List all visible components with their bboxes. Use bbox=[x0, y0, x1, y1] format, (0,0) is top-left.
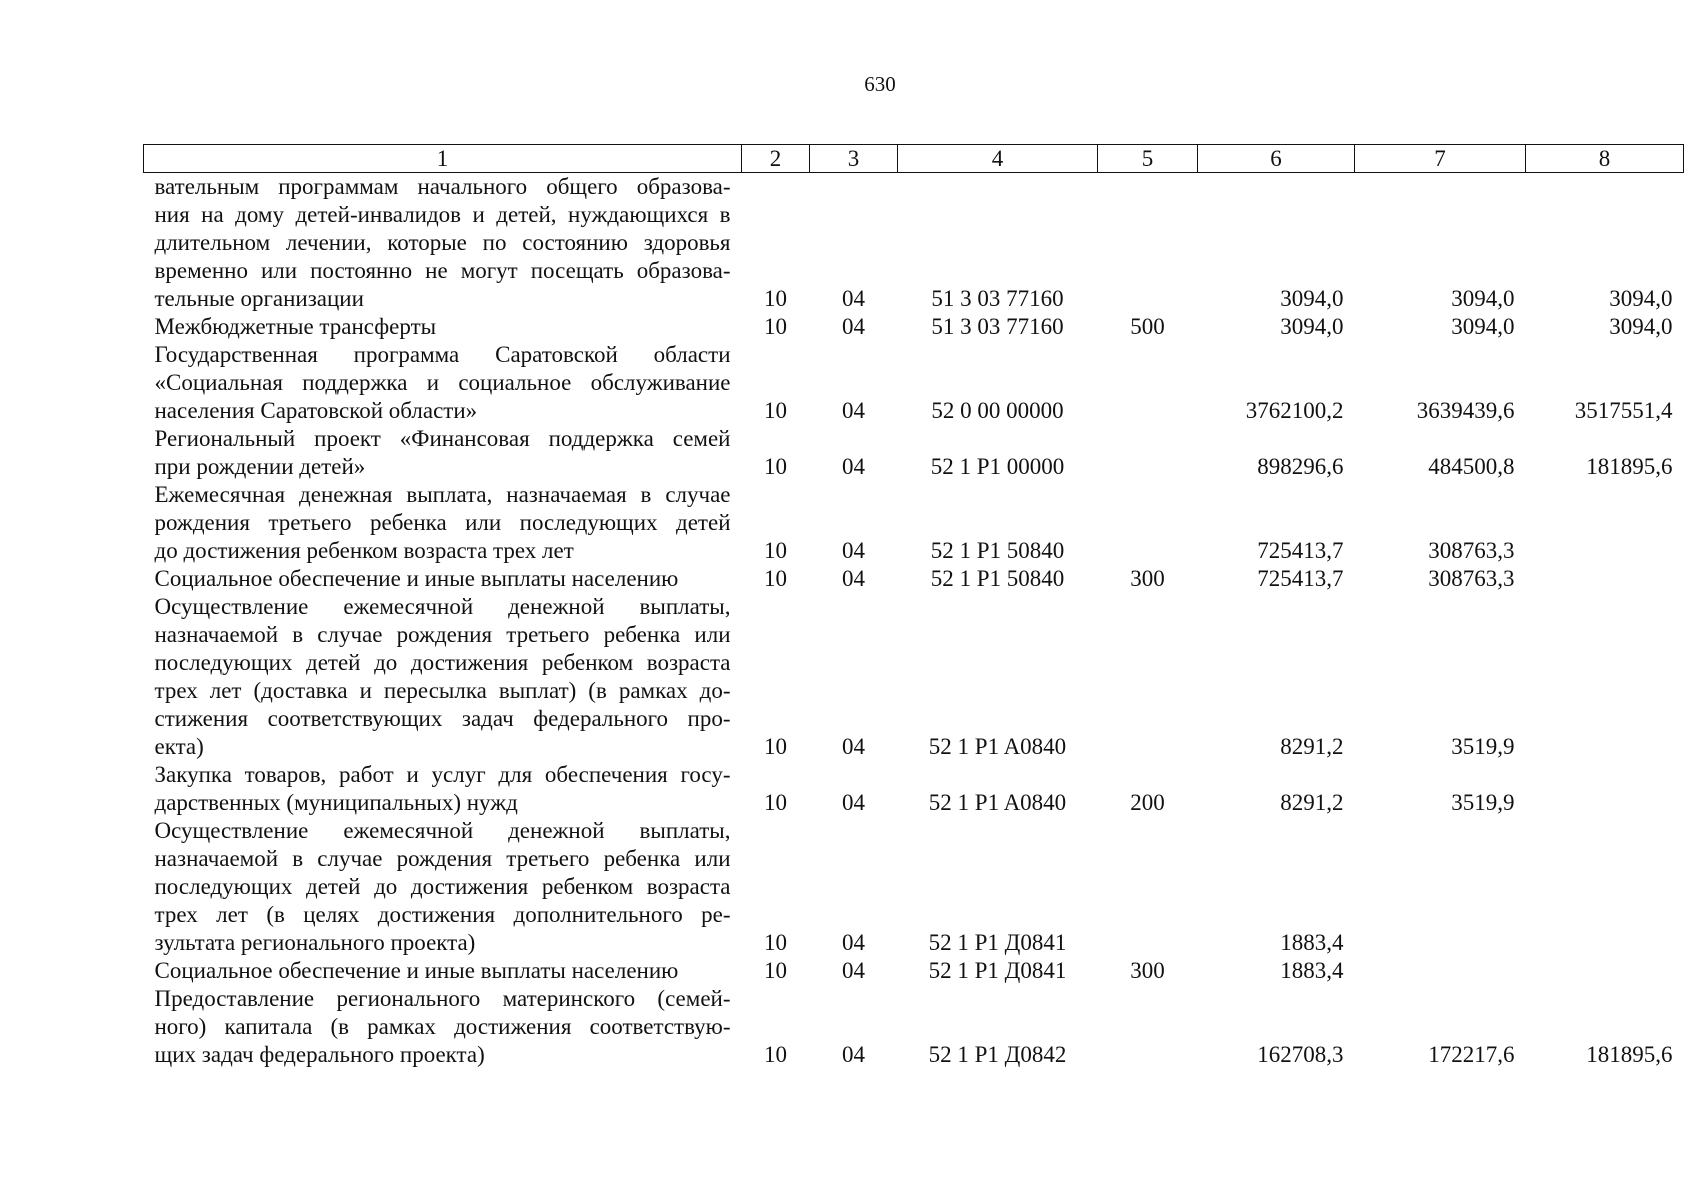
description-line: Осуществление ежемесячной денежной выплаты, bbox=[154, 594, 731, 619]
amount-year-3 bbox=[1526, 565, 1684, 593]
row-description bbox=[144, 565, 742, 593]
amount-year-2: 484500,8 bbox=[1428, 454, 1515, 479]
amount-year-2: 172217,6 bbox=[1428, 1042, 1515, 1067]
description-line: Региональный проект «Финансовая поддержка семей bbox=[154, 426, 731, 451]
row-description bbox=[144, 173, 742, 314]
row-description bbox=[144, 817, 742, 957]
expense-type-code bbox=[1098, 985, 1198, 1069]
section-code: 10 bbox=[764, 734, 787, 759]
amount-year-1: 725413,7 bbox=[1257, 566, 1344, 591]
section-code: 10 bbox=[764, 286, 787, 311]
section-code: 10 bbox=[764, 398, 787, 423]
subsection-code: 04 bbox=[842, 790, 865, 815]
amount-year-3 bbox=[1526, 593, 1684, 761]
description-line: трех лет (в целях достижения дополнительного ре- bbox=[154, 902, 731, 927]
description-line: дарственных (муниципальных) нужд bbox=[154, 790, 518, 815]
subsection-code: 04 bbox=[842, 930, 865, 955]
amount-year-1: 162708,3 bbox=[1257, 1042, 1344, 1067]
description-line: Закупка товаров, работ и услуг для обеспечения госу- bbox=[154, 762, 731, 787]
target-article-code: 52 1 P1 50840 bbox=[930, 566, 1065, 591]
description-line: екта) bbox=[154, 734, 204, 759]
section-code: 10 bbox=[764, 314, 787, 339]
description-line: Государственная программа Саратовской области bbox=[154, 342, 731, 367]
table-row bbox=[144, 817, 1684, 957]
row-description bbox=[144, 957, 742, 985]
amount-year-2: 3639439,6 bbox=[1416, 398, 1515, 423]
row-description bbox=[144, 481, 742, 565]
description-line: до достижения ребенком возраста трех лет bbox=[154, 538, 574, 563]
description-line: зультата регионального проекта) bbox=[154, 930, 476, 955]
amount-year-3: 3517551,4 bbox=[1574, 398, 1673, 423]
row-description bbox=[144, 761, 742, 817]
expense-type-code: 200 bbox=[1130, 790, 1165, 815]
table-body bbox=[144, 173, 1684, 1070]
target-article-code: 52 1 P1 50840 bbox=[930, 538, 1065, 563]
description-line: щих задач федерального проекта) bbox=[154, 1042, 485, 1067]
target-article-code: 52 1 P1 Д0841 bbox=[928, 958, 1067, 983]
amount-year-3: 3094,0 bbox=[1609, 286, 1673, 311]
section-code: 10 bbox=[764, 538, 787, 563]
amount-year-3 bbox=[1526, 817, 1684, 957]
table-row bbox=[144, 313, 1684, 341]
amount-year-1: 8291,2 bbox=[1280, 790, 1344, 815]
amount-year-2: 3519,9 bbox=[1451, 734, 1515, 759]
row-description bbox=[144, 341, 742, 425]
amount-year-2 bbox=[1355, 957, 1526, 985]
table-row bbox=[144, 985, 1684, 1069]
amount-year-2: 308763,3 bbox=[1428, 538, 1515, 563]
subsection-code: 04 bbox=[842, 314, 865, 339]
description-line: тельные организации bbox=[154, 286, 364, 311]
description-line: рождения третьего ребенка или последующих детей bbox=[154, 510, 731, 535]
subsection-code: 04 bbox=[842, 398, 865, 423]
table-row bbox=[144, 173, 1684, 314]
description-line: Предоставление регионального материнского (семей- bbox=[154, 986, 731, 1011]
expense-type-code: 500 bbox=[1130, 314, 1165, 339]
expense-type-code: 300 bbox=[1130, 958, 1165, 983]
header-col-2: 2 bbox=[742, 145, 810, 173]
amount-year-2: 308763,3 bbox=[1428, 566, 1515, 591]
row-description bbox=[144, 985, 742, 1069]
header-col-4: 4 bbox=[898, 145, 1098, 173]
amount-year-2 bbox=[1355, 817, 1526, 957]
description-line: длительном лечении, которые по состоянию здоровья bbox=[154, 230, 731, 255]
subsection-code: 04 bbox=[842, 538, 865, 563]
page-number: 630 bbox=[864, 72, 896, 96]
description-line: при рождении детей» bbox=[154, 454, 366, 479]
row-description bbox=[144, 313, 742, 341]
budget-table bbox=[143, 144, 1684, 1069]
section-code: 10 bbox=[764, 1042, 787, 1067]
target-article-code: 52 1 P1 A0840 bbox=[928, 790, 1067, 815]
expense-type-code bbox=[1098, 817, 1198, 957]
section-code: 10 bbox=[764, 930, 787, 955]
description-line: населения Саратовской области» bbox=[154, 398, 478, 423]
expense-type-code bbox=[1098, 425, 1198, 481]
amount-year-1: 898296,6 bbox=[1257, 454, 1344, 479]
subsection-code: 04 bbox=[842, 286, 865, 311]
target-article-code: 51 3 03 77160 bbox=[931, 286, 1064, 311]
amount-year-1: 1883,4 bbox=[1280, 958, 1344, 983]
amount-year-1: 1883,4 bbox=[1280, 930, 1344, 955]
section-code: 10 bbox=[764, 958, 787, 983]
target-article-code: 51 3 03 77160 bbox=[931, 314, 1064, 339]
expense-type-code bbox=[1098, 593, 1198, 761]
description-line: последующих детей до достижения ребенком возраста bbox=[154, 650, 731, 675]
row-description bbox=[144, 425, 742, 481]
description-line: стижения соответствующих задач федерального про- bbox=[154, 706, 731, 731]
header-col-5: 5 bbox=[1098, 145, 1198, 173]
header-col-3: 3 bbox=[810, 145, 898, 173]
amount-year-3 bbox=[1526, 957, 1684, 985]
header-row bbox=[144, 145, 1684, 173]
target-article-code: 52 1 P1 00000 bbox=[930, 454, 1065, 479]
expense-type-code: 300 bbox=[1130, 566, 1165, 591]
amount-year-3 bbox=[1526, 481, 1684, 565]
row-description bbox=[144, 593, 742, 761]
amount-year-3 bbox=[1526, 761, 1684, 817]
table-row bbox=[144, 341, 1684, 425]
expense-type-code bbox=[1098, 341, 1198, 425]
amount-year-3: 181895,6 bbox=[1586, 1042, 1673, 1067]
amount-year-1: 3094,0 bbox=[1280, 314, 1344, 339]
table-row bbox=[144, 761, 1684, 817]
amount-year-1: 3762100,2 bbox=[1245, 398, 1344, 423]
expense-type-code bbox=[1098, 173, 1198, 314]
target-article-code: 52 1 P1 Д0841 bbox=[928, 930, 1067, 955]
section-code: 10 bbox=[764, 454, 787, 479]
subsection-code: 04 bbox=[842, 734, 865, 759]
description-line: Ежемесячная денежная выплата, назначаемая в случае bbox=[154, 482, 731, 507]
description-line: «Социальная поддержка и социальное обслуживание bbox=[154, 370, 731, 395]
expense-type-code bbox=[1098, 481, 1198, 565]
subsection-code: 04 bbox=[842, 958, 865, 983]
amount-year-1: 8291,2 bbox=[1280, 734, 1344, 759]
amount-year-2: 3094,0 bbox=[1451, 314, 1515, 339]
header-col-7: 7 bbox=[1355, 145, 1526, 173]
subsection-code: 04 bbox=[842, 1042, 865, 1067]
table-row bbox=[144, 957, 1684, 985]
description-line: вательным программам начального общего образова- bbox=[154, 174, 731, 199]
table-row bbox=[144, 593, 1684, 761]
description-line: последующих детей до достижения ребенком возраста bbox=[154, 874, 731, 899]
subsection-code: 04 bbox=[842, 454, 865, 479]
description-line: Социальное обеспечение и иные выплаты населению bbox=[154, 566, 679, 591]
description-line: ния на дому детей-инвалидов и детей, нуждающихся в bbox=[154, 202, 731, 227]
target-article-code: 52 0 00 00000 bbox=[931, 398, 1064, 423]
amount-year-2: 3519,9 bbox=[1451, 790, 1515, 815]
target-article-code: 52 1 P1 Д0842 bbox=[928, 1042, 1067, 1067]
description-line: Социальное обеспечение и иные выплаты населению bbox=[154, 958, 679, 983]
description-line: Осуществление ежемесячной денежной выплаты, bbox=[154, 818, 731, 843]
amount-year-2: 3094,0 bbox=[1451, 286, 1515, 311]
header-col-8: 8 bbox=[1526, 145, 1684, 173]
description-line: ного) капитала (в рамках достижения соответствую- bbox=[154, 1014, 731, 1039]
table-row bbox=[144, 425, 1684, 481]
table-row bbox=[144, 481, 1684, 565]
table-header bbox=[144, 145, 1684, 173]
header-col-6: 6 bbox=[1198, 145, 1355, 173]
section-code: 10 bbox=[764, 566, 787, 591]
description-line: трех лет (доставка и пересылка выплат) (в рамках до- bbox=[154, 678, 731, 703]
amount-year-3: 3094,0 bbox=[1609, 314, 1673, 339]
target-article-code: 52 1 P1 A0840 bbox=[928, 734, 1067, 759]
amount-year-3: 181895,6 bbox=[1586, 454, 1673, 479]
description-line: временно или постоянно не могут посещать образова- bbox=[154, 258, 731, 283]
subsection-code: 04 bbox=[842, 566, 865, 591]
section-code: 10 bbox=[764, 790, 787, 815]
amount-year-1: 725413,7 bbox=[1257, 538, 1344, 563]
header-col-1: 1 bbox=[144, 145, 742, 173]
table-row bbox=[144, 565, 1684, 593]
description-line: назначаемой в случае рождения третьего ребенка или bbox=[154, 846, 731, 871]
amount-year-1: 3094,0 bbox=[1280, 286, 1344, 311]
description-line: назначаемой в случае рождения третьего ребенка или bbox=[154, 622, 731, 647]
description-line: Межбюджетные трансферты bbox=[154, 314, 437, 339]
